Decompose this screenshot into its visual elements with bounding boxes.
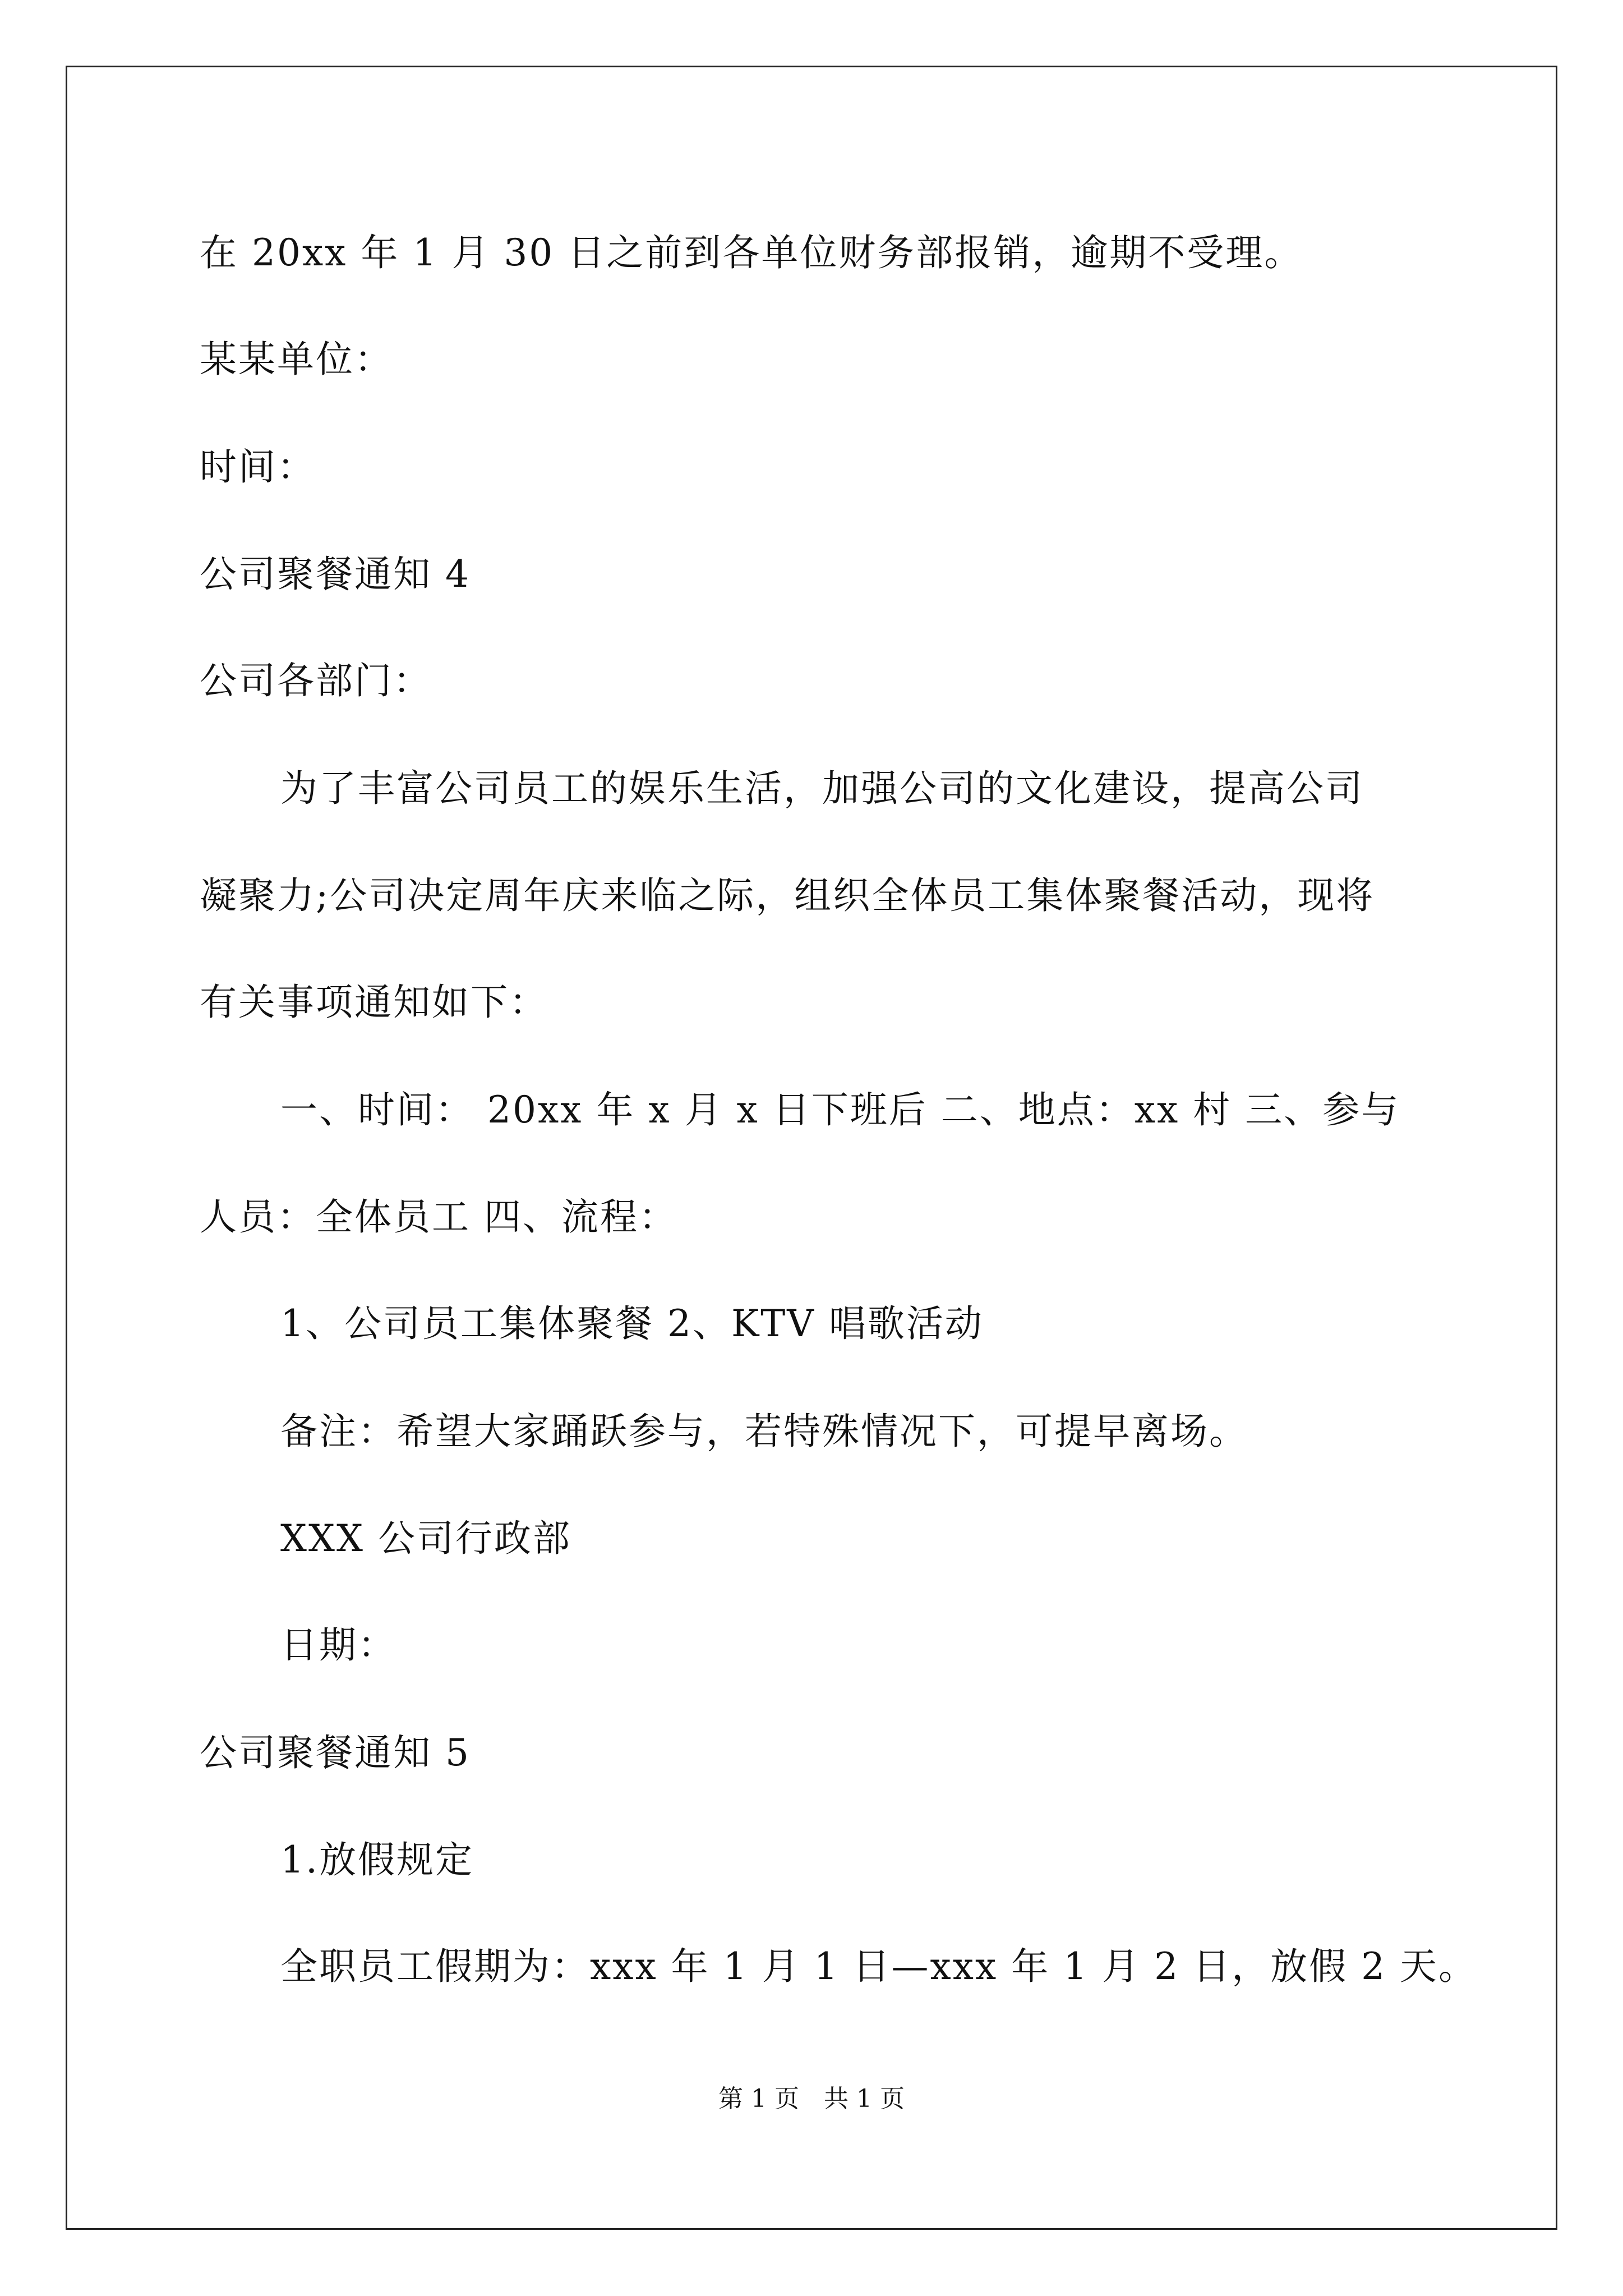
- page-footer: 第 1 页 共 1 页: [718, 2085, 905, 2113]
- section-heading-4: 公司聚餐通知 4: [200, 553, 471, 596]
- holiday-rule-line: 全职员工假期为：xxx 年 1 月 1 日—xxx 年 1 月 2 日，放假 2 天。: [280, 1945, 1478, 1988]
- paragraph-line-2: 凝聚力;公司决定周年庆来临之际，组织全体员工集体聚餐活动，现将: [200, 874, 1375, 917]
- text-line-1: 在 20xx 年 1 月 30 日之前到各单位财务部报销，逾期不受理。: [200, 231, 1303, 274]
- details-line-1: 一、时间： 20xx 年 x 月 x 日下班后 二、地点：xx 村 三、参与: [280, 1088, 1400, 1131]
- remark-line: 备注：希望大家踊跃参与，若特殊情况下，可提早离场。: [280, 1410, 1248, 1453]
- page-border: [66, 66, 1557, 2230]
- salutation: 公司各部门：: [200, 659, 432, 702]
- text-line-3: 时间：: [200, 445, 316, 489]
- signature-line: XXX 公司行政部: [280, 1517, 571, 1560]
- details-line-2: 人员：全体员工 四、流程：: [200, 1195, 677, 1239]
- section-heading-5: 公司聚餐通知 5: [200, 1731, 471, 1774]
- paragraph-line-1: 为了丰富公司员工的娱乐生活，加强公司的文化建设，提高公司: [280, 767, 1364, 810]
- date-line: 日期：: [280, 1623, 396, 1667]
- process-line: 1、公司员工集体聚餐 2、KTV 唱歌活动: [280, 1302, 984, 1345]
- paragraph-line-3: 有关事项通知如下：: [200, 981, 548, 1024]
- text-line-2: 某某单位：: [200, 338, 393, 381]
- holiday-rule-heading: 1.放假规定: [280, 1838, 474, 1881]
